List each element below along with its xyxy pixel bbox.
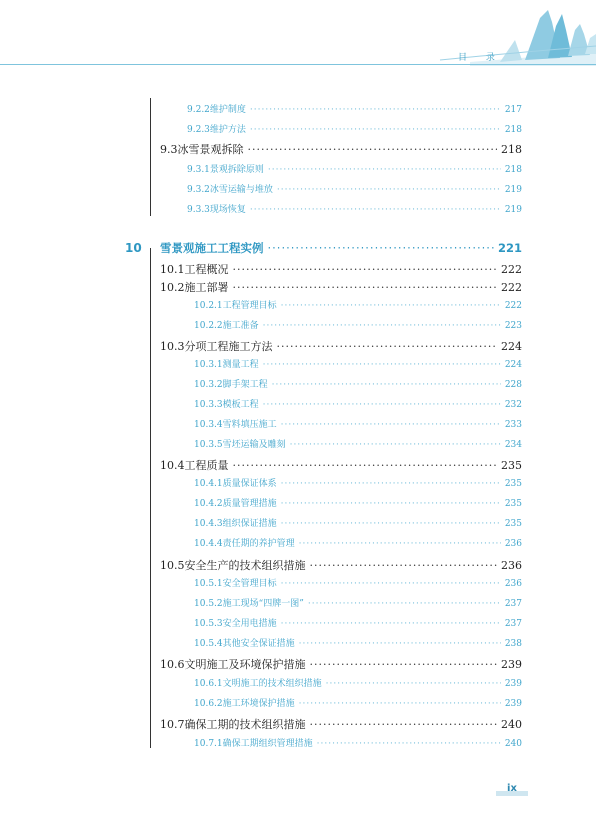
toc-entry[interactable]: [160, 656, 522, 672]
entry-title: 其他安全保证措施: [222, 639, 295, 649]
entry-page: 218: [504, 165, 522, 175]
toc-entry[interactable]: [160, 716, 522, 732]
dot-leader: [233, 459, 498, 472]
entry-title: 施工环境保护措施: [222, 699, 295, 709]
entry-page: 232: [504, 400, 522, 410]
entry-page: 237: [504, 619, 522, 629]
entry-title: 景观拆除原则: [209, 165, 264, 175]
entry-title: 模板工程: [222, 400, 259, 410]
entry-number: 10.4.3: [194, 519, 223, 529]
entry-title: 施工部署: [184, 281, 229, 294]
entry-number: 10.3.1: [194, 360, 223, 370]
dot-leader: [250, 205, 501, 215]
entry-number: 10.7: [160, 718, 185, 731]
entry-title: 雪坯运输及雕刻: [222, 440, 286, 450]
entry-number: 9.2.3: [187, 125, 210, 135]
header-title: 目 录: [458, 53, 503, 63]
toc-entry[interactable]: [194, 616, 522, 629]
entry-number: 10.6.1: [194, 679, 223, 689]
entry-page: 222: [501, 263, 522, 276]
dot-leader: [250, 105, 501, 115]
dot-leader: [299, 699, 501, 709]
entry-number: 10.7.1: [194, 739, 223, 749]
entry-page: 224: [504, 360, 522, 370]
dot-leader: [233, 263, 498, 276]
entry-title: 工程概况: [184, 263, 229, 276]
entry-page: 218: [501, 143, 522, 156]
entry-page: 240: [501, 718, 522, 731]
dot-leader: [263, 400, 501, 410]
toc-entry[interactable]: [194, 377, 522, 390]
entry-number: 10.2.2: [194, 321, 223, 331]
dot-leader: [248, 143, 498, 156]
entry-page: 217: [504, 105, 522, 115]
entry-number: 10.5.1: [194, 579, 223, 589]
entry-page: 235: [501, 459, 522, 472]
entry-number: 10.4.1: [194, 479, 223, 489]
entry-title: 维护方法: [209, 125, 246, 135]
toc-entry[interactable]: [194, 576, 522, 589]
entry-title: 确保工期组织管理措施: [222, 739, 313, 749]
toc-entry[interactable]: [160, 457, 522, 473]
entry-title: 工程质量: [184, 459, 229, 472]
toc-entry[interactable]: [187, 182, 522, 195]
toc-entry[interactable]: [187, 162, 522, 175]
entry-page: 223: [504, 321, 522, 331]
entry-title: 冰雪运输与堆放: [209, 185, 273, 195]
entry-page: 237: [504, 599, 522, 609]
toc-entry[interactable]: [194, 696, 522, 709]
entry-number: 10.1: [160, 263, 185, 276]
entry-page: 234: [504, 440, 522, 450]
entry-number: 10.4: [160, 459, 185, 472]
dot-leader: [281, 420, 501, 430]
dot-leader: [308, 599, 501, 609]
dot-leader: [277, 185, 501, 195]
entry-page: 240: [504, 739, 522, 749]
entry-number: 10.6: [160, 658, 185, 671]
entry-number: 10.2: [160, 281, 185, 294]
dot-leader: [290, 440, 501, 450]
dot-leader: [281, 479, 501, 489]
dot-leader: [263, 321, 501, 331]
toc-entry[interactable]: [160, 261, 522, 277]
entry-number: 10.4.2: [194, 499, 223, 509]
toc-entry[interactable]: [194, 736, 522, 749]
entry-page: 239: [501, 658, 522, 671]
entry-title: 测量工程: [222, 360, 259, 370]
entry-title: 现场恢复: [209, 205, 246, 215]
toc-entry[interactable]: [187, 122, 522, 135]
dot-leader: [281, 619, 501, 629]
entry-number: 9.3.1: [187, 165, 210, 175]
entry-number: 10.5.3: [194, 619, 223, 629]
entry-title: 冰雪景观拆除: [177, 143, 244, 156]
dot-leader: [281, 301, 501, 311]
section-rule: [150, 248, 151, 748]
toc-entry[interactable]: [194, 357, 522, 370]
header-skyline-decoration: [0, 0, 596, 72]
entry-page: 239: [504, 699, 522, 709]
entry-title: 安全用电措施: [222, 619, 277, 629]
entry-number: 10.3.3: [194, 400, 223, 410]
entry-page: 219: [504, 205, 522, 215]
chapter-entry[interactable]: [160, 240, 522, 256]
entry-page: 228: [504, 380, 522, 390]
entry-number: 10.6.2: [194, 699, 223, 709]
entry-number: 9.2.2: [187, 105, 210, 115]
toc-entry[interactable]: [194, 496, 522, 509]
entry-title: 组织保证措施: [222, 519, 277, 529]
entry-title: 维护制度: [209, 105, 246, 115]
dot-leader: [281, 579, 501, 589]
toc-entry[interactable]: [194, 536, 522, 549]
dot-leader: [310, 718, 498, 731]
entry-title: 文明施工及环境保护措施: [184, 658, 306, 671]
entry-number: 10.3.5: [194, 440, 223, 450]
entry-title: 雪料填压施工: [222, 420, 277, 430]
dot-leader: [310, 658, 498, 671]
toc-entry[interactable]: [187, 202, 522, 215]
header-rule: [0, 64, 596, 65]
dot-leader: [268, 241, 494, 255]
entry-title: 工程管理目标: [222, 301, 277, 311]
entry-title: 质量管理措施: [222, 499, 277, 509]
entry-title: 确保工期的技术组织措施: [184, 718, 306, 731]
toc-entry[interactable]: [160, 279, 522, 295]
dot-leader: [277, 340, 498, 353]
dot-leader: [250, 125, 501, 135]
toc-entry[interactable]: [194, 476, 522, 489]
toc-entry[interactable]: [194, 417, 522, 430]
dot-leader: [272, 380, 501, 390]
chapter-number: 10: [125, 241, 142, 255]
entry-page: 218: [504, 125, 522, 135]
chapter-page: 221: [497, 241, 522, 255]
entry-title: 安全生产的技术组织措施: [184, 559, 306, 572]
entry-page: 236: [504, 579, 522, 589]
dot-leader: [317, 739, 501, 749]
toc-entry[interactable]: [194, 516, 522, 529]
entry-number: 9.3: [160, 143, 178, 156]
entry-title: 质量保证体系: [222, 479, 277, 489]
dot-leader: [299, 539, 501, 549]
entry-page: 219: [504, 185, 522, 195]
entry-page: 238: [504, 639, 522, 649]
entry-number: 9.3.2: [187, 185, 210, 195]
dot-leader: [281, 519, 501, 529]
entry-page: 239: [504, 679, 522, 689]
entry-number: 10.5.4: [194, 639, 223, 649]
toc-entry[interactable]: [194, 397, 522, 410]
entry-page: 236: [504, 539, 522, 549]
toc-entry[interactable]: [194, 318, 522, 331]
toc-entry[interactable]: [194, 676, 522, 689]
entry-number: 10.3.2: [194, 380, 223, 390]
toc-entry[interactable]: [194, 636, 522, 649]
page-number: ix: [507, 783, 517, 794]
entry-page: 236: [501, 559, 522, 572]
entry-number: 10.4.4: [194, 539, 223, 549]
toc-entry[interactable]: [160, 141, 522, 157]
entry-page: 222: [501, 281, 522, 294]
entry-title: 施工现场“四牌一图”: [222, 599, 304, 609]
entry-page: 222: [504, 301, 522, 311]
entry-title: 安全管理目标: [222, 579, 277, 589]
entry-title: 文明施工的技术组织措施: [222, 679, 322, 689]
dot-leader: [310, 559, 498, 572]
toc-entry[interactable]: [160, 338, 522, 354]
dot-leader: [263, 360, 501, 370]
entry-title: 施工准备: [222, 321, 259, 331]
dot-leader: [268, 165, 501, 175]
entry-number: 10.5: [160, 559, 185, 572]
dot-leader: [233, 281, 498, 294]
entry-number: 10.3: [160, 340, 185, 353]
dot-leader: [299, 639, 501, 649]
entry-page: 235: [504, 499, 522, 509]
entry-title: 责任期的养护管理: [222, 539, 295, 549]
entry-page: 235: [504, 519, 522, 529]
entry-number: 10.5.2: [194, 599, 223, 609]
toc-entry[interactable]: [194, 298, 522, 311]
toc-entry[interactable]: [194, 596, 522, 609]
section-rule: [150, 98, 151, 216]
entry-page: 235: [504, 479, 522, 489]
entry-number: 10.2.1: [194, 301, 223, 311]
dot-leader: [281, 499, 501, 509]
entry-number: 10.3.4: [194, 420, 223, 430]
entry-title: 脚手架工程: [222, 380, 268, 390]
toc-entry[interactable]: [187, 102, 522, 115]
chapter-title: 雪景观施工工程实例: [160, 241, 264, 255]
toc-entry[interactable]: [194, 437, 522, 450]
entry-title: 分项工程施工方法: [184, 340, 273, 353]
dot-leader: [326, 679, 501, 689]
toc-entry[interactable]: [160, 557, 522, 573]
entry-page: 224: [501, 340, 522, 353]
entry-number: 9.3.3: [187, 205, 210, 215]
entry-page: 233: [504, 420, 522, 430]
